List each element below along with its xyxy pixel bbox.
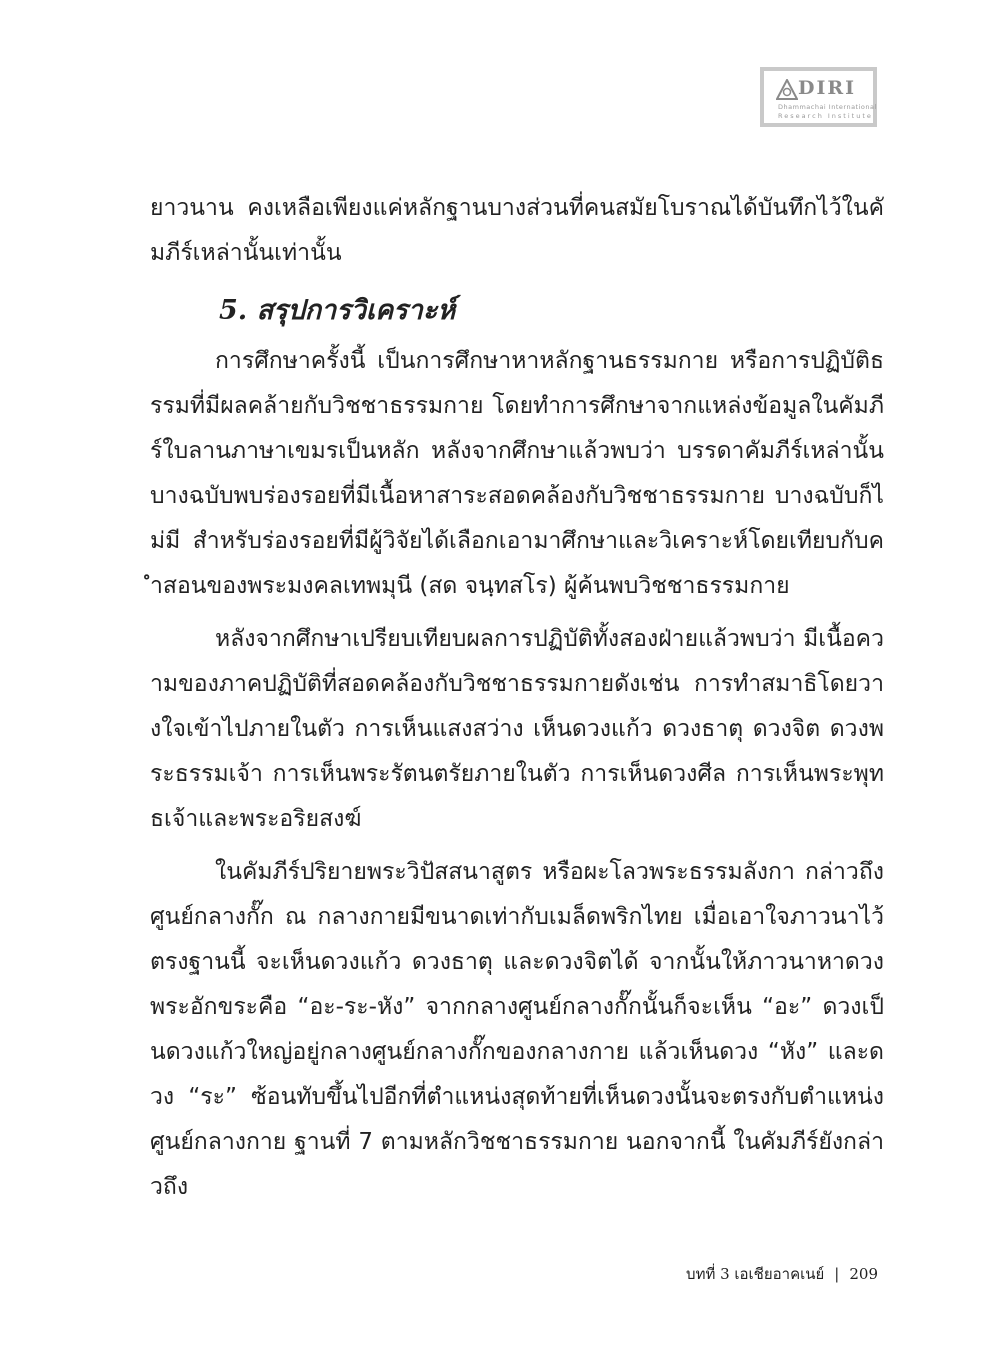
page-number: 209 — [849, 1265, 878, 1283]
paragraph-1: การศึกษาครั้งนี้ เป็นการศึกษาหาหลักฐานธรรมกาย หรือการปฏิบัติธรรมที่มีผลคล้ายกับวิชชาธรรมกาย โดยทำการศึกษาจากแหล่งข้อมูลในคัมภีร์ใบลานภาษาเขมรเป็นหลัก หลังจากศึกษาแล้วพบว่า บรรดาคัมภีร์เหล่านั้นบางฉบับพบร่องรอยที่มีเนื้อหาสาระสอดคล้องกับวิชชาธรรมกาย บางฉบับก็ไม่มี สำหรับร่องรอยที่มีผู้วิจัยได้เลือกเอามาศึกษาและวิเคราะห์โดยเทียบกับคำสอนของพระมงคลเทพมุนี (สด จนฺทสโร) ผู้ค้นพบวิชชาธรรมกาย — [150, 348, 884, 599]
triangle-logo-icon — [776, 79, 798, 101]
diri-logo — [760, 67, 877, 127]
logo-line-1: Dhammachai International — [778, 103, 877, 111]
paragraph-continuation: ยาวนาน คงเหลือเพียงแค่หลักฐานบางส่วนที่คนสมัยโบราณได้บันทึกไว้ในคัมภีร์เหล่านั้นเท่านั้น — [150, 195, 884, 266]
page-body — [150, 186, 884, 1210]
logo-name: DIRI — [798, 77, 857, 99]
page-footer — [686, 1262, 878, 1286]
section-heading: 5. สรุปการวิเคราะห์ — [219, 295, 456, 326]
paragraph-2: หลังจากศึกษาเปรียบเทียบผลการปฏิบัติทั้งสองฝ่ายแล้วพบว่า มีเนื้อความของภาคปฏิบัติที่สอดคล้องกับวิชชาธรรมกายดังเช่น การทำสมาธิโดยวางใจเข้าไปภายในตัว การเห็นแสงสว่าง เห็นดวงแก้ว ดวงธาตุ ดวงจิต ดวงพระธรรมเจ้า การเห็นพระรัตนตรัยภายในตัว การเห็นดวงศีล การเห็นพระพุทธเจ้าและพระอริยสงฆ์ — [150, 626, 884, 832]
paragraph-3: ในคัมภีร์ปริยายพระวิปัสสนาสูตร หรือผะโลวพระธรรมลังกา กล่าวถึงศูนย์กลางกั๊ก ณ กลางกายมีขนาดเท่ากับเมล็ดพริกไทย เมื่อเอาใจภาวนาไว้ตรงฐานนี้ จะเห็นดวงแก้ว ดวงธาตุ และดวงจิตได้ จากนั้นให้ภาวนาหาดวงพระอักขระคือ “อะ-ระ-หัง” จากกลางศูนย์กลางกั๊กนั้นก็จะเห็น “อะ” ดวงเป็นดวงแก้วใหญ่อยู่กลางศูนย์กลางกั๊กของกลางกาย แล้วเห็นดวง “หัง” และดวง “ระ” ซ้อนทับขึ้นไปอีกที่ตำแหน่งสุดท้ายที่เห็นดวงนั้นจะตรงกับตำแหน่งศูนย์กลางกาย ฐานที่ 7 ตามหลักวิชชาธรรมกาย นอกจากนี้ ในคัมภีร์ยังกล่าวถึง — [150, 859, 884, 1200]
chapter-label: บทที่ 3 เอเชียอาคเนย์ — [686, 1265, 825, 1283]
logo-line-2: Research Institute — [778, 112, 873, 120]
footer-separator: | — [834, 1265, 840, 1283]
